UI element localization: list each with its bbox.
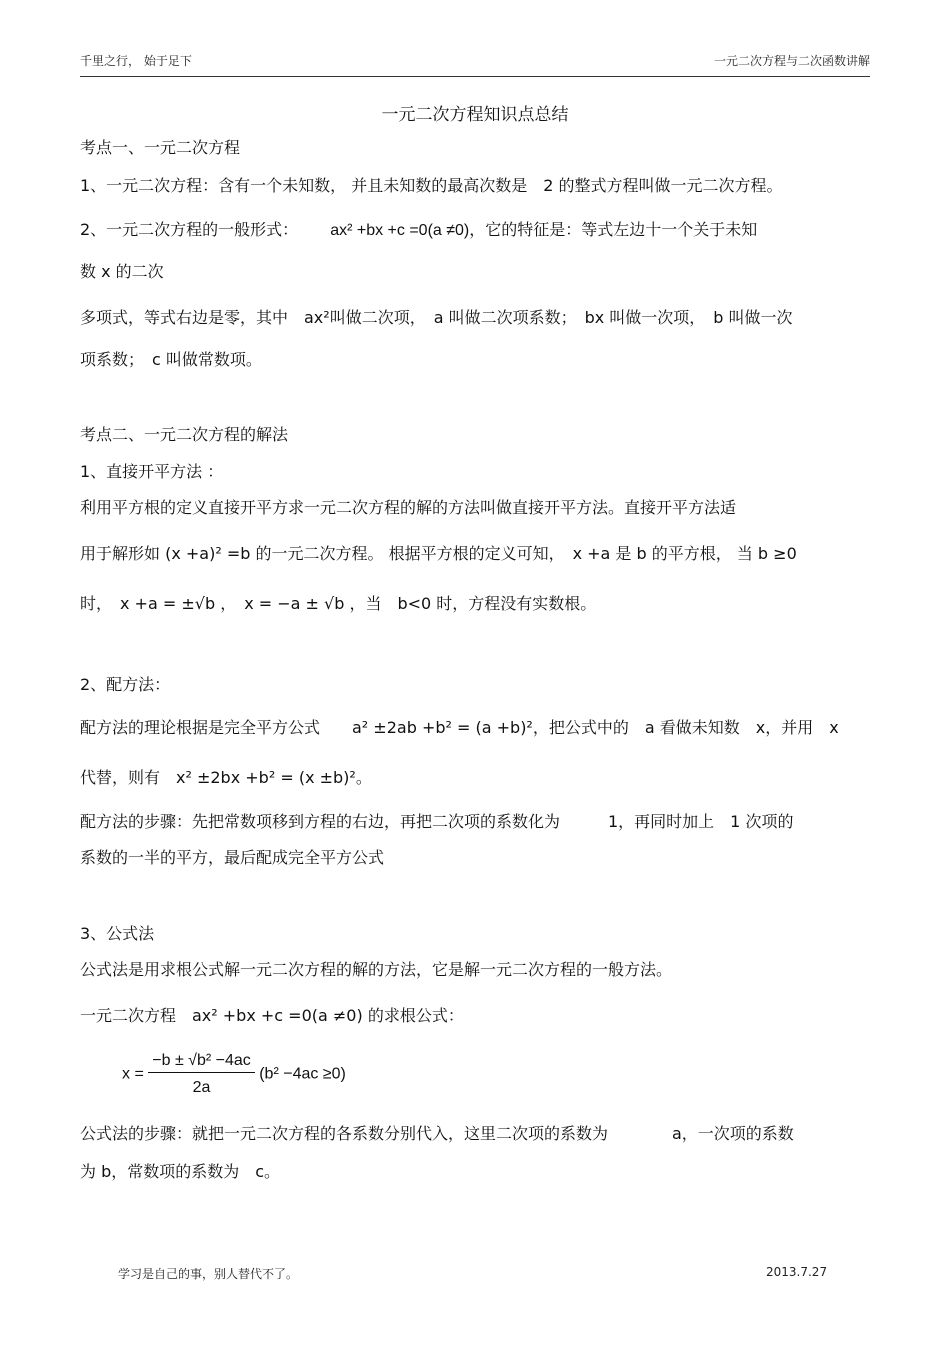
method2-line2: 代替，则有 x² ±2bx +b² = (x ±b)²。 <box>80 768 372 787</box>
section2-heading: 考点二、一元二次方程的解法 <box>80 425 289 444</box>
method3-line3: 公式法的步骤：就把一元二次方程的各系数分别代入，这里二次项的系数为 a，一次项的系数 <box>80 1124 794 1143</box>
method3-line1: 公式法是用求根公式解一元二次方程的解的方法，它是解一元二次方程的一般方法。 <box>80 960 673 979</box>
formula-lhs: x = <box>122 1065 144 1083</box>
method3-line2: 一元二次方程 ax² +bx +c =0(a ≠0) 的求根公式： <box>80 1006 464 1025</box>
method1-heading: 1、直接开平方法 ： <box>80 462 224 481</box>
method1-line2: 用于解形如 (x +a)² =b 的一元二次方程。 根据平方根的定义可知， x +a 是 b 的平方根， 当 b ≥0 <box>80 544 797 563</box>
section1-line4: 多项式，等式右边是零，其中 ax²叫做二次项， a 叫做二次项系数； bx 叫做一次项， b 叫做一次 <box>80 308 793 327</box>
section1-definition: 1、一元二次方程：含有一个未知数， 并且未知数的最高次数是 2 的整式方程叫做一元二次方程。 <box>80 176 783 195</box>
method2-line4: 系数的一半的平方，最后配成完全平方公式 <box>80 848 385 867</box>
footer-motto: 学习是自己的事，别人替代不了。 <box>118 1267 299 1281</box>
formula-condition: (b² −4ac ≥0) <box>259 1065 346 1083</box>
method2-line1: 配方法的理论根据是完全平方公式 a² ±2ab +b² = (a +b)²，把公式中的 a 看做未知数 x，并用 x <box>80 718 839 737</box>
quadratic-formula <box>122 1052 346 1097</box>
method3-line4: 为 b，常数项的系数为 c。 <box>80 1162 281 1181</box>
formula-fraction <box>148 1052 255 1097</box>
general-form-tail: ，它的特征是：等式左边十一个关于未知 <box>469 220 758 239</box>
header-divider <box>80 76 870 77</box>
section1-line5: 项系数； c 叫做常数项。 <box>80 350 262 369</box>
method2-heading: 2、配方法： <box>80 675 171 694</box>
formula-numerator: −b ± √b² −4ac <box>148 1052 255 1073</box>
page-title: 一元二次方程知识点总结 <box>381 105 569 125</box>
footer-date: 2013.7.27 <box>766 1265 828 1279</box>
method1-line1: 利用平方根的定义直接开平方求一元二次方程的解的方法叫做直接开平方法。直接开平方法适 <box>80 498 737 517</box>
method1-line3: 时， x +a = ±√b ， x = −a ± √b ，当 b<0 时，方程没有实数根。 <box>80 594 597 613</box>
header-right: 一元二次方程与二次函数讲解 <box>713 54 870 68</box>
section1-general-form <box>80 220 757 241</box>
general-form-label: 2、一元二次方程的一般形式： <box>80 220 299 239</box>
section1-heading: 考点一、一元二次方程 <box>80 138 241 157</box>
formula-denominator: 2a <box>192 1079 211 1096</box>
general-form-formula: ax² +bx +c =0(a ≠0) <box>330 222 470 239</box>
method2-line3: 配方法的步骤：先把常数项移到方程的右边，再把二次项的系数化为 1，再同时加上 1 次项的 <box>80 812 794 831</box>
header-left: 千里之行， 始于足下 <box>80 54 192 68</box>
method3-heading: 3、公式法 <box>80 924 155 943</box>
section1-line3: 数 x 的二次 <box>80 262 164 281</box>
